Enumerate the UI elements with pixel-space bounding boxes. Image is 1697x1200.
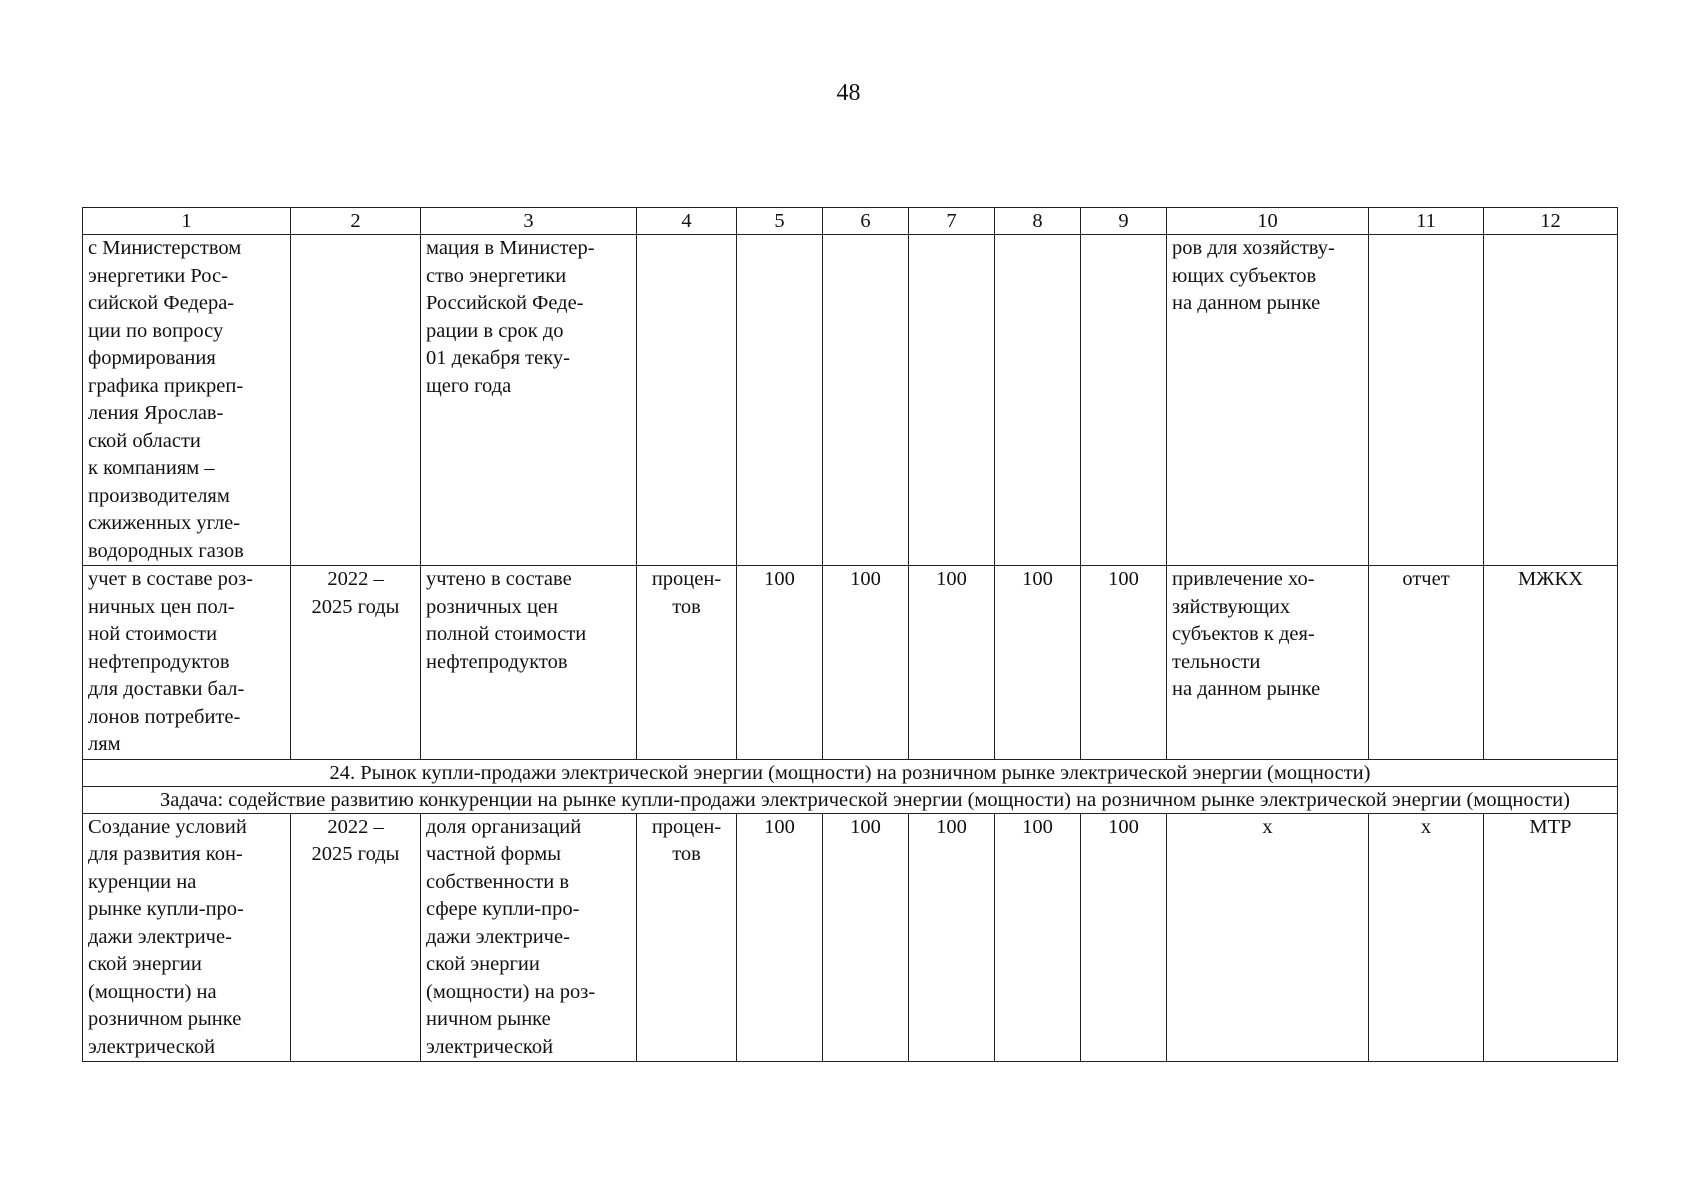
value-cell: 100: [1081, 813, 1167, 1062]
document-cell: х: [1369, 813, 1484, 1062]
period-cell: 2022 – 2025 годы: [291, 566, 421, 760]
responsible-cell: МЖКХ: [1484, 566, 1618, 760]
value-cell: 100: [909, 813, 995, 1062]
unit-cell: процен- тов: [637, 813, 737, 1062]
column-number: 2: [291, 208, 421, 235]
value-cell: [1081, 235, 1167, 566]
value-cell: 100: [995, 566, 1081, 760]
value-cell: 100: [823, 566, 909, 760]
value-cell: 100: [737, 813, 823, 1062]
value-cell: [909, 235, 995, 566]
result-cell: ров для хозяйству- ющих субъектов на данном рынке: [1167, 235, 1369, 566]
value-cell: [823, 235, 909, 566]
measures-table: [82, 207, 1618, 1062]
table-row: [83, 235, 1618, 566]
indicator-cell: доля организаций частной формы собственности в сфере купли-про- дажи электриче- ской энергии (мощности) на роз- ничном рынке электрической: [421, 813, 637, 1062]
measure-name-cell: Создание условий для развития кон- куренции на рынке купли-про- дажи электриче- ской энергии (мощности) на розничном рынке электрической: [83, 813, 291, 1062]
value-cell: [737, 235, 823, 566]
indicator-cell: учтено в составе розничных цен полной стоимости нефтепродуктов: [421, 566, 637, 760]
value-cell: 100: [823, 813, 909, 1062]
column-number: 5: [737, 208, 823, 235]
task-text: Задача: содействие развитию конкуренции на рынке купли-продажи электрической энергии (мощности) на розничном рынке электрической энергии (мощности): [83, 786, 1618, 813]
indicator-cell: мация в Министер- ство энергетики Российской Феде- рации в срок до 01 декабря теку- щего года: [421, 235, 637, 566]
unit-cell: процен- тов: [637, 566, 737, 760]
section-row: [83, 759, 1618, 786]
column-number: 6: [823, 208, 909, 235]
responsible-cell: МТР: [1484, 813, 1618, 1062]
document-cell: отчет: [1369, 566, 1484, 760]
column-number: 4: [637, 208, 737, 235]
result-cell: х: [1167, 813, 1369, 1062]
table-row: [83, 566, 1618, 760]
document-cell: [1369, 235, 1484, 566]
column-number: 10: [1167, 208, 1369, 235]
measure-name-cell: учет в составе роз- ничных цен пол- ной стоимости нефтепродуктов для доставки бал- лонов потребите- лям: [83, 566, 291, 760]
page-number: 48: [836, 80, 861, 106]
period-cell: 2022 – 2025 годы: [291, 813, 421, 1062]
measure-name-cell: с Министерством энергетики Рос- сийской Федера- ции по вопросу формирования графика прикреп- ления Ярослав- ской области к компаниям – производителям сжиженных угле- водородных газов: [83, 235, 291, 566]
column-number-row: [83, 208, 1618, 235]
task-row: [83, 786, 1618, 813]
period-cell: [291, 235, 421, 566]
unit-cell: [637, 235, 737, 566]
result-cell: привлечение хо- зяйствующих субъектов к дея- тельности на данном рынке: [1167, 566, 1369, 760]
responsible-cell: [1484, 235, 1618, 566]
value-cell: 100: [995, 813, 1081, 1062]
column-number: 3: [421, 208, 637, 235]
column-number: 1: [83, 208, 291, 235]
section-title: 24. Рынок купли-продажи электрической энергии (мощности) на розничном рынке электрической энергии (мощности): [83, 759, 1618, 786]
column-number: 9: [1081, 208, 1167, 235]
table-row: [83, 813, 1618, 1062]
value-cell: 100: [909, 566, 995, 760]
value-cell: 100: [1081, 566, 1167, 760]
column-number: 12: [1484, 208, 1618, 235]
column-number: 11: [1369, 208, 1484, 235]
column-number: 7: [909, 208, 995, 235]
value-cell: [995, 235, 1081, 566]
value-cell: 100: [737, 566, 823, 760]
column-number: 8: [995, 208, 1081, 235]
